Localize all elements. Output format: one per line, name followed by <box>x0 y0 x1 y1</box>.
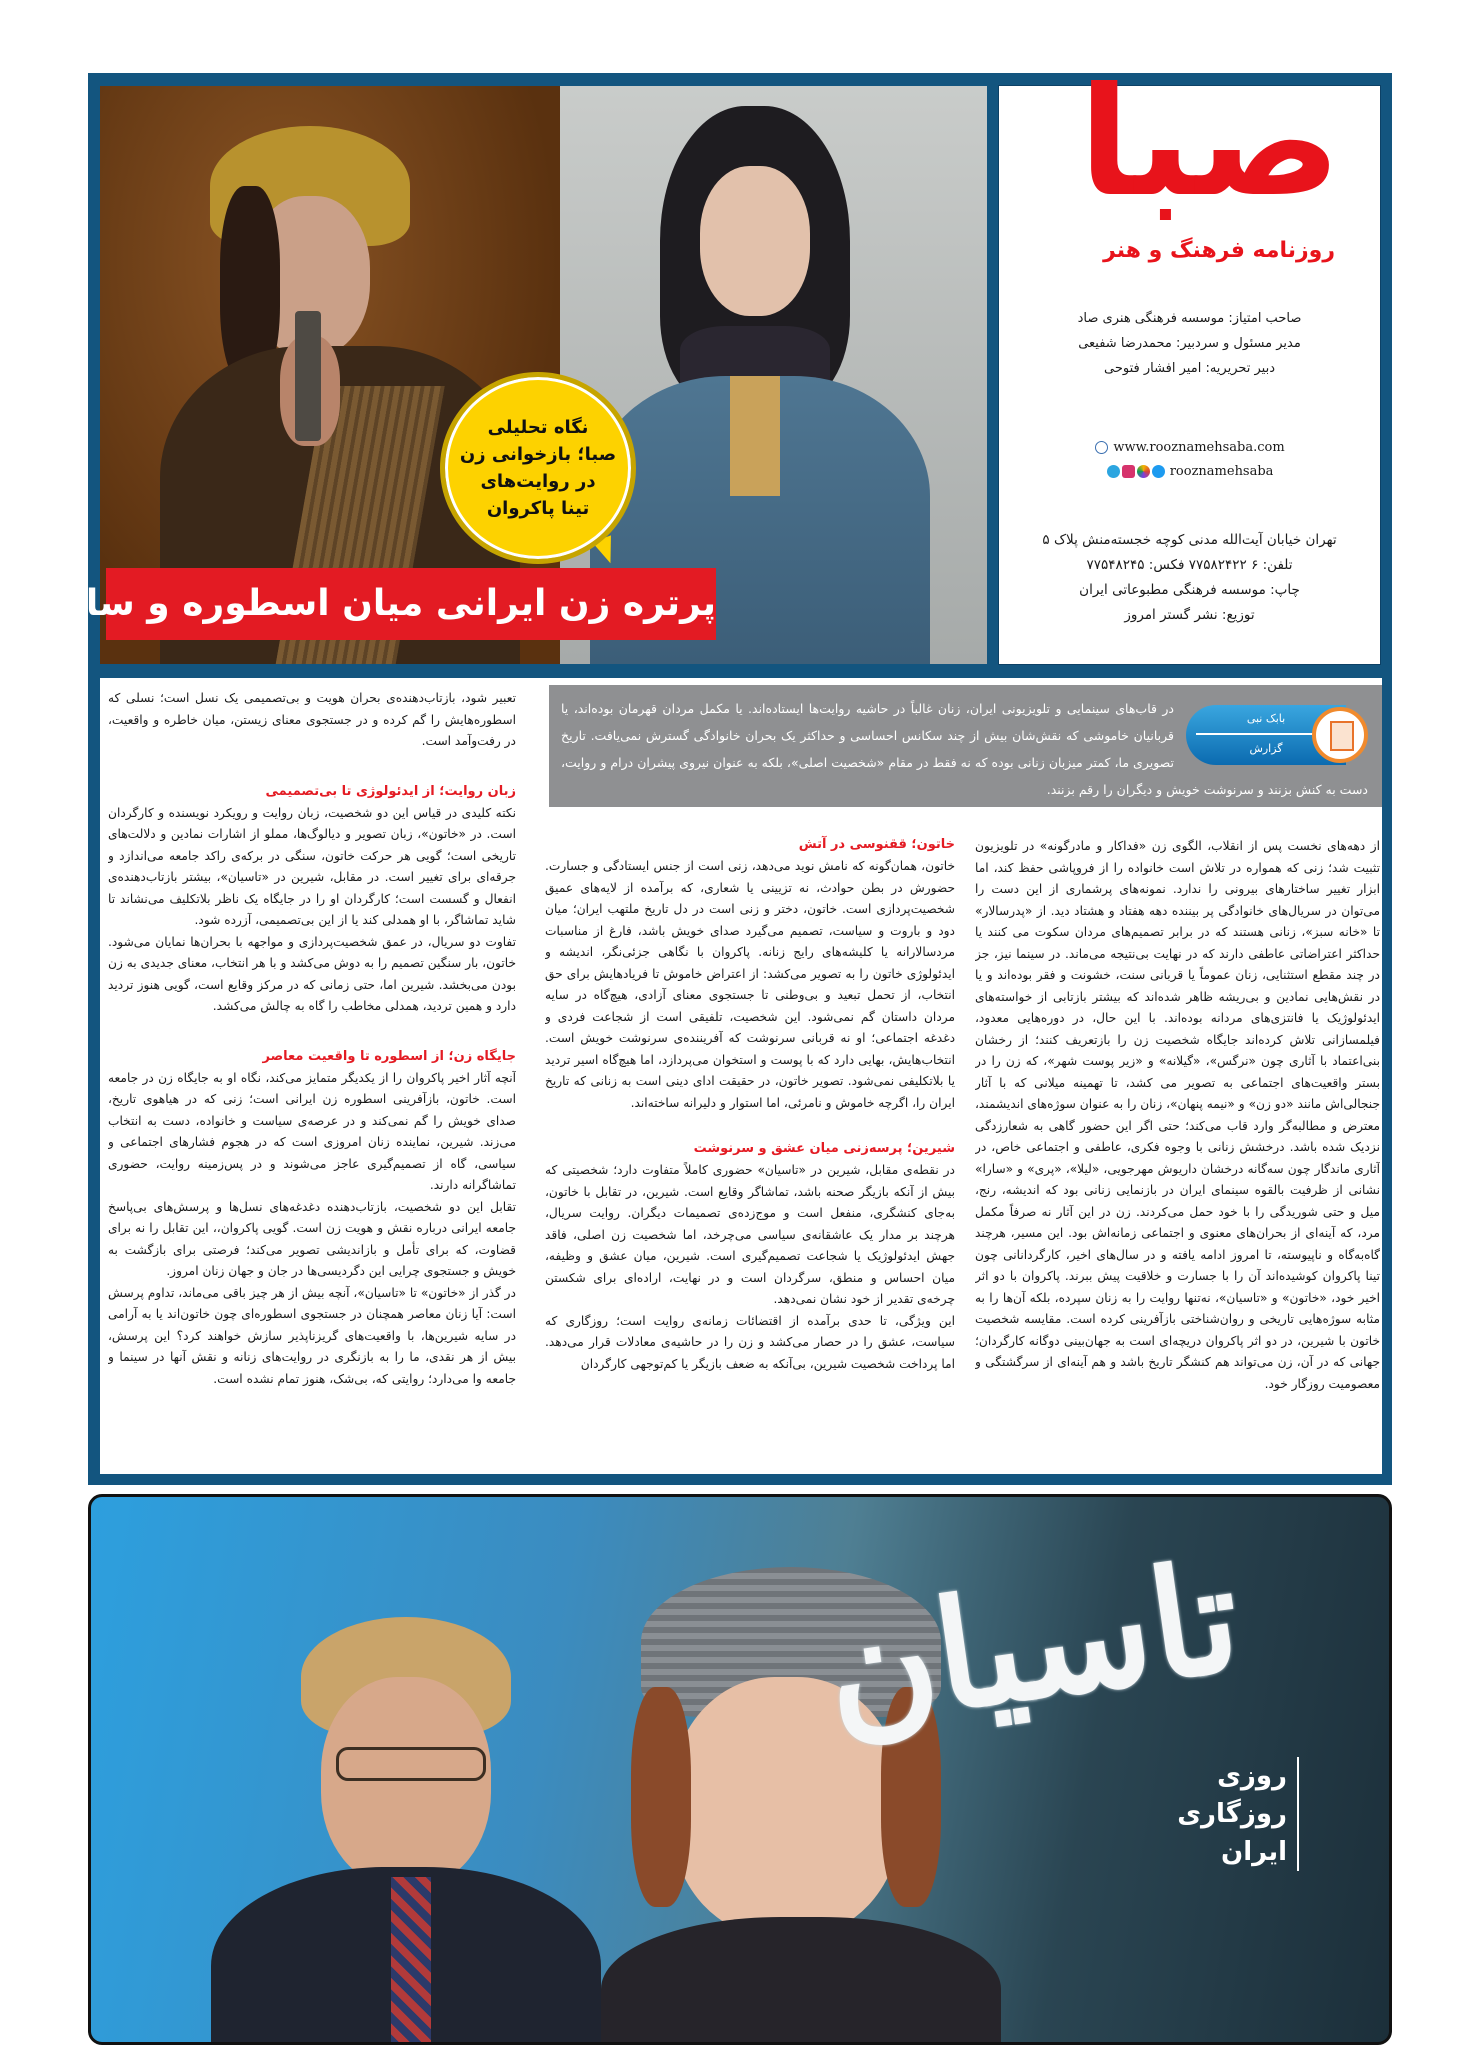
intro-box <box>549 685 1382 807</box>
paragraph: نکته کلیدی در قیاس این دو شخصیت، زبان روایت و رویکرد نویسنده و کارگردان است. در «خاتون»، زبان تصویر و دیالوگ‌ها، مملو از اشارات نمادین و دلالت‌های تاریخی است؛ گویی هر حرکت خاتون، سنگی در برکه‌ی راکد جامعه می‌اندازد و جرقه‌ای برای تغییر است. در مقابل، شیرین در «تاسیان»، بیشتر بازتاب‌دهنده‌ی انفعال و گسست است؛ کارگردان او را در جایگاه یک ناظر بلاتکلیف می‌نشاند تا شاید تماشاگر، با او همدلی کند یا از این بی‌تصمیمی، آزرده شود. <box>108 805 516 927</box>
badge-line: در روایت‌های <box>480 471 596 492</box>
intro-text: در قاب‌های سینمایی و تلویزیونی ایران، زنان غالباً در حاشیه روایت‌ها ایستاده‌اند. یا مکمل مردان قهرمان بوده‌اند، یا قربانیان خاموشی که نقش‌شان بیش از چند سکانس احساسی و حداکثر یک بحران خانوادگی گسترش نمی‌یافت. تاریخ تصویری ما، کمتر میزبان زنانی بوده که نه فقط در مقام «شخصیت اصلی»، بلکه به عنوان نیروی پیشران درام و روایت، دست به کنش بزنند و سرنوشت خویش و دیگران را رقم بزنند. <box>561 701 1368 797</box>
subheading: جایگاه زن؛ از اسطوره تا واقعیت معاصر <box>262 1048 516 1064</box>
credit-editor: مدیر مسئول و سردبیر: محمدرضا شفیعی <box>1078 336 1301 351</box>
website-link[interactable]: www.rooznamehsaba.com <box>1113 440 1285 455</box>
analysis-badge <box>440 372 636 564</box>
paragraph: تفاوت دو سریال، در عمق شخصیت‌پردازی و مواجهه با بحران‌ها نمایان می‌شود. خاتون، بار سنگین تصمیم را به دوش می‌کشد و با هر انتخاب، معنای جدیدی به زن بودن می‌بخشد. شیرین اما، حتی زمانی که در مرکز وقایع است، گویی هنوز تردید دارد و همین تردید، همدلی مخاطب را گاه به چالش می‌کشد. <box>108 934 516 1013</box>
badge-line: تینا پاکروان <box>486 498 590 519</box>
subheading: شیرین؛ پرسه‌زنی میان عشق و سرنوشت <box>693 1141 955 1156</box>
masthead <box>999 56 1380 664</box>
column-right <box>975 836 1380 1466</box>
address: تهران خیابان آیت‌الله مدنی کوچه خجسته‌منش پلاک ۵ <box>1042 532 1337 548</box>
subtitle-line: روزی <box>1217 1761 1287 1791</box>
paragraph: در گذر از «خاتون» تا «تاسیان»، آنچه بیش از هر چیز باقی می‌ماند، تداوم پرسش است: آیا زنان معاصر همچنان در جستجوی اسطوره‌ای چون خاتون‌اند یا به آرامی در سایه شیرین‌ها، با واقعیت‌های گریزناپذیر سازش خواهند کرد؟ این پرسش، بیش از هر نقدی، ما را به بازنگری در روایت‌های زنانه و نقش آنها در سینما و جامعه وا می‌دارد؛ روایتی که، بی‌شک، هنوز تمام نشده است. <box>108 1285 516 1386</box>
poster-man <box>241 1617 571 2045</box>
subheading: زبان روایت؛ از ایدئولوژی تا بی‌تصمیمی <box>265 783 516 799</box>
printer: چاپ: موسسه فرهنگی مطبوعاتی ایران <box>1079 582 1300 598</box>
twitter-icon[interactable] <box>1152 465 1165 478</box>
logo-subtitle: روزنامه فرهنگ و هنر <box>1103 238 1335 263</box>
instagram-icon[interactable] <box>1122 465 1135 478</box>
subtitle-line: روزگاری <box>1177 1799 1287 1829</box>
paragraph: این ویژگی، تا حدی برآمده از اقتضائات زمانه‌ی روایت است؛ روزگاری که سیاست، عشق را در حصار می‌کشد و زن را در حاشیه‌ی معادلات قرار می‌دهد. اما پرداخت شخصیت شیرین، بی‌آنکه به ضعف بازیگر یا کم‌توجهی کارگردان <box>545 1313 955 1371</box>
address-block <box>1001 528 1378 628</box>
paragraph: تعبیر شود، بازتاب‌دهنده‌ی بحران هویت و بی‌تصمیمی یک نسل است؛ نسلی که اسطوره‌هایش را گم کرده و در جستجوی معنای زیستن، میان خاطره و واقعیت، در رفت‌وآمد است. <box>108 691 516 748</box>
author-tag <box>1188 705 1368 765</box>
credit-chief: دبیر تحریریه: امیر افشار فتوحی <box>1103 361 1276 376</box>
column-left <box>108 688 516 1468</box>
subtitle-line: ایران <box>1221 1837 1287 1867</box>
poster-subtitle <box>1177 1757 1299 1871</box>
rubika-icon[interactable] <box>1137 465 1150 478</box>
paragraph: تقابل این دو شخصیت، بازتاب‌دهنده دغدغه‌های نسل‌ها و پرسش‌های بی‌پاسخ جامعه ایرانی درباره نقش و هویت زن است. گویی پاکروان،، این تقابل را نه برای قضاوت، که برای تأمل و بازاندیشی تصویر می‌کند؛ فرصتی برای بازگشت به خویش و جستجوی چرایی این دگردیسی‌ها در جان و جهان زنان امروز. <box>108 1199 516 1278</box>
paragraph: از دهه‌های نخست پس از انقلاب، الگوی زن «فداکار و مادرگونه» در تلویزیون تثبیت شد؛ زنی که همواره در تلاش است خانواده را از فروپاشی حفظ کند، اما ابزار تغییر ساختارهای بیرونی را ندارد. نمونه‌های پرشماری از این دست را می‌توان در سریال‌های خانوادگی پر بیننده دهه هفتاد و هشتاد دید. از «پدرسالار» تا «خانه سبز»، زنانی هستند که در برابر تصمیم‌های مردان سکوت می کنند یا حداکثر اعتراضاتی عاطفی دارند که در نهایت بی‌نتیجه می‌ماند. در سینما نیز، جز در چند مقطع استثنایی، زنان عموماً یا قربانی سنت، خشونت و فقر بوده‌اند و یا در نقش‌هایی نمادین و بی‌ریشه ظاهر شده‌اند که بیشتر بازتابی از خواسته‌های ایدئولوژیک یا فانتزی‌های مردانه بوده‌اند. با این حال، در دوره‌هایی معدود، فیلمسازانی تلاش کرده‌اند جایگاه شخصیت زن را بازتعریف کنند؛ از رخشان بنی‌اعتماد با آثاری چون «نرگس»، «گیلانه» و «زیر پوست شهر»، که زن را در بستر واقعیت‌های اجتماعی به تصویر می کشد، تا تهمینه میلانی که با آثار جنجالی‌اش مانند «دو زن» و «نیمه پنهان»، زنان را به عنوان سوژه‌های اندیشمند، معترض و مطالبه‌گر وارد قاب می‌کند؛ حتی اگر این حضور گاهی به شعارزدگی نزدیک شده باشد. درخشش زنانی با وجوه فکری، عاطفی و اجتماعی خاص، در آثاری ماندگار چون سه‌گانه درخشان داریوش مهرجویی، «لیلا»، «پری» و «سارا» نشانی از ظرفیت بالقوه سینمای ایران در بازنمایی زنانی بود که اندیشه، رنج، میل و حتی شوریدگی را با خود حمل می‌کردند. زن در این آثار نه صرفاً مکمل مرد، که آینه‌ای از بحران‌های معنوی و اجتماعی زمانه‌اش بود. این مسیر، هرچند گاه‌به‌گاه و ناپیوسته، تا امروز ادامه یافته و در سال‌های اخیر، کارگردانانی چون تینا پاکروان کوشیده‌اند آن را با جسارت و خلاقیت پیش ببرند. پاکروان با دو اثر اخیر خود، «خاتون» و «تاسیان»، نه‌تنها روایت را به زنان سپرده، بلکه آن‌ها را به مثابه سوژه‌هایی تاریخی و روان‌شناختی بازآفرینی کرده است. مقایسه شخصیت خاتون با شیرین، در دو اثر پاکروان دریچه‌ای است به جهان‌بینی دوگانه کارگردان؛ جهانی که در آن، زن می‌تواند هم کنشگر تاریخ باشد و هم آینه‌ای از سرگشتگی و معصومیت روزگار خود. <box>975 839 1380 1391</box>
column-middle <box>545 834 955 1466</box>
web-info <box>1001 436 1378 484</box>
author-name: بابک نبی <box>1246 712 1286 725</box>
tasian-poster <box>88 1494 1392 2045</box>
paragraph: در نقطه‌ی مقابل، شیرین در «تاسیان» حضوری کاملاً متفاوت دارد؛ شخصیتی که بیش از آنکه بازیگر صحنه باشد، تماشاگر وقایع است. شیرین، در تقابل با خاتون، به‌جای کنشگری، منفعل است و موج‌زده‌ی تصمیمات دیگران. روایت سریال، هرچند بر مدار یک عاشقانه‌ی سیاسی می‌چرخد، اما شخصیت زن اصلی، فاقد جهش ایدئولوژیک یا شجاعت تصمیم‌گیری است. شیرین، میان عشق و وظیفه، میان احساس و منطق، سرگردان است و در نهایت، اراده‌ای برای شکستن چرخه‌ی تقدیر از خود نشان نمی‌دهد. <box>545 1163 955 1306</box>
report-icon <box>1312 707 1368 763</box>
logo-word: صبا <box>1078 56 1341 230</box>
telegram-icon[interactable] <box>1107 465 1120 478</box>
distribution: توزیع: نشر گستر امروز <box>1124 607 1255 623</box>
paragraph: آنچه آثار اخیر پاکروان را از یکدیگر متمایز می‌کند، نگاه او به جایگاه زن در جامعه است. خاتون، بازآفرینی اسطوره زن ایرانی است؛ زنی که در هیاهوی تاریخ، صدای خویش را گم نمی‌کند و در عرصه‌ی سیاست و خانواده، دست به انتخاب می‌زند. شیرین، نماینده زنان امروزی است که در هجوم فشارهای اجتماعی و سیاسی، گاه از تصمیم‌گیری عاجز می‌شوند و در پس‌زمینه روایت، حضوری تماشاگرانه دارند. <box>108 1070 516 1192</box>
credit-owner: صاحب امتیاز: موسسه فرهنگی هنری صاد <box>1077 311 1302 326</box>
paragraph: خاتون، همان‌گونه که نامش نوید می‌دهد، زنی است از جنس ایستادگی و جسارت. حضورش در بطن حوادث، نه تزیینی یا شعاری، که برآمده از لایه‌های عمیق شخصیت‌پردازی است. خاتون، دختر و زنی است در دل تاریخ ملتهب ایران؛ میان دود و باروت و سیاست، تصمیم می‌گیرد صدای خویش باشد، فارغ از مناسبات مردسالارانه یا کلیشه‌های رایج زنانه. پاکروان با نگاهی جزئی‌نگر، اندیشه و ایدئولوژی خاتون را به تصویر می‌کشد: از اعتراض خاموش تا فریادهایش برای حق انتخاب، از تحمل تبعید و بی‌وطنی تا جستجوی معنای آزادی، هیچ‌گاه در سایه مردان داستان گم نمی‌شود. این شخصیت، تلفیقی است از شجاعت فردی و دغدغه اجتماعی؛ او نه قربانی سرنوشت که آفریننده‌ی سرنوشت خویش است. انتخاب‌هایش، بهایی دارد که با پوست و استخوان می‌پردازد، اما هیچ‌گاه اسیر تردید یا بلاتکلیفی نمی‌شود. تصویر خاتون، در حقیقت ادای دینی است به زنانی که تاریخ ایران را، اگرچه خاموش و نامرئی، اما استوار و دلیرانه ساخته‌اند. <box>545 859 955 1110</box>
badge-line: صبا؛ بازخوانی زن <box>459 444 617 465</box>
phone-fax: تلفن: ۶ ۷۷۵۸۲۴۲۲ فکس: ۷۷۵۴۸۲۴۵ <box>1086 557 1293 573</box>
saba-logo <box>1031 56 1361 268</box>
section-label: گزارش <box>1249 742 1283 755</box>
social-handle[interactable]: rooznamehsaba <box>1169 464 1274 479</box>
subheading: خاتون؛ ققنوسی در آتش <box>798 837 955 852</box>
poster-title: تاسیان <box>814 1529 1250 1761</box>
credits <box>1001 306 1378 381</box>
badge-line: نگاه تحلیلی <box>487 417 589 438</box>
globe-icon <box>1095 441 1108 454</box>
main-headline: پرتره زن ایرانی میان اسطوره و سایه <box>106 568 716 640</box>
